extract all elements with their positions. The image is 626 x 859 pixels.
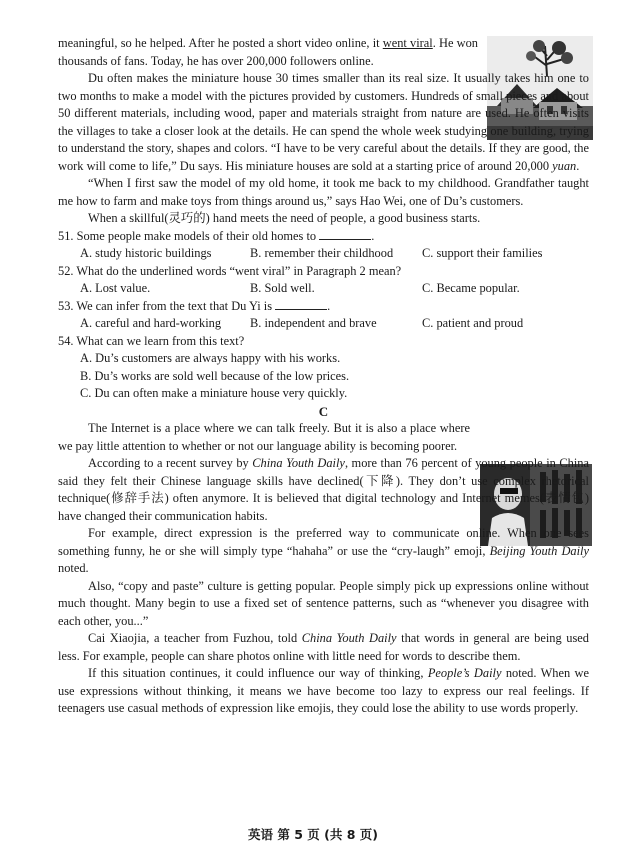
para-c2-text-a: According to a recent survey by — [88, 456, 253, 470]
question-54-stem: 54. What can we learn from this text? — [58, 333, 245, 348]
question-52 — [58, 263, 589, 298]
question-52-stem: 52. What do the underlined words “went viral” in Paragraph 2 mean? — [58, 263, 402, 278]
passage-b-para-0 — [58, 35, 478, 70]
option-52-b: B. Sold well. — [250, 281, 315, 295]
question-51-stem: 51. Some people make models of their old homes to — [58, 228, 320, 243]
option-53-b: B. independent and brave — [250, 316, 377, 330]
stem-end: . — [371, 228, 375, 243]
para-c2-text-b: , more than 76 percent of young people in China said they felt their Chinese language skills have declined(下降). They don’t use complex rhetorical technique(修辞手法) often anymore. It is believed that digital technology and Internet memes(表情包) have changed their communication habits. — [58, 456, 589, 523]
page-footer: 英语 第 5 页 (共 8 页) — [248, 827, 378, 842]
passage-c-para-4: Also, “copy and paste” culture is getting popular. People simply pick up expressions online without much thought. Many begin to use a fixed set of sentence patterns, such as “whenever you disagree with each other, you...” — [58, 578, 589, 628]
para-c5-text-a: Cai Xiaojia, a teacher from Fuzhou, told — [88, 631, 302, 645]
para-1-end: . — [576, 158, 580, 173]
option-54-b: B. Du’s works are sold well because of the low prices. — [80, 368, 350, 383]
yuan-word: yuan — [552, 158, 577, 173]
source-peoples-daily: People’s Daily — [427, 666, 502, 680]
para-c5-text-b: that words in general are being used less. For example, people can share photos online with little need for words to describe them. — [58, 631, 589, 663]
stem-end: . — [327, 298, 331, 313]
source-china-youth-daily: China Youth Daily — [252, 456, 345, 470]
answer-blank — [319, 229, 371, 240]
passage-c-para-6 — [58, 665, 589, 718]
passage-c-para-1: The Internet is a place where we can talk freely. But it is also a place where we pay little attention to whether or not our language ability is becoming poorer. — [58, 421, 470, 453]
passage-c-para-5 — [58, 630, 589, 665]
passage-c-para-2 — [58, 455, 589, 525]
question-53-stem: 53. We can infer from the text that Du Yi is — [58, 298, 276, 313]
para-0-text-b: . He won thousands of fans. Today, he has over 200,000 followers online. — [58, 36, 478, 68]
question-53 — [58, 298, 589, 333]
para-c3-text-a: For example, direct expression is the preferred way to communicate online. When one sees something funny, he or she will simply type “hahaha” or use the “cry-laugh” emoji, — [58, 526, 589, 558]
option-52-c: C. Became popular. — [422, 281, 520, 295]
passage-c-para-3 — [58, 525, 589, 578]
question-54 — [58, 333, 589, 403]
option-53-c: C. patient and proud — [422, 316, 524, 330]
para-c6-text-b: noted. When we use expressions without thinking, it means we have become too lazy to express our real feelings. If teenagers use casual methods of expression like emojis, they could lose the ability to use words properly. — [58, 666, 589, 715]
passage-b-para-1 — [58, 70, 589, 175]
para-c3-text-b: noted. — [58, 561, 89, 575]
option-54-c: C. Du can often make a miniature house very quickly. — [80, 386, 348, 400]
section-c-heading: C — [318, 403, 329, 419]
option-51-b: B. remember their childhood — [250, 246, 394, 260]
underlined-went-viral: went viral — [382, 36, 433, 50]
answer-blank — [275, 299, 327, 310]
option-53-a: A. careful and hard-working — [80, 316, 222, 330]
option-51-a: A. study historic buildings — [80, 246, 212, 260]
source-china-youth-daily: China Youth Daily — [301, 631, 397, 645]
option-52-a: A. Lost value. — [80, 281, 151, 295]
content-column — [58, 35, 589, 718]
question-51 — [58, 228, 589, 263]
para-0-text-a: meaningful, so he helped. After he posted a short video online, it — [58, 36, 383, 50]
para-1-text: Du often makes the miniature house 30 times smaller than its real size. It usually takes him one to two months to make a model with the pictures provided by customers. Hundreds of small pieces and about 50 different materials, including wood, paper and materials straight from nature are used. He often visits the villages to take a closer look at the details. He can spend the whole week studying one building, trying to understand the story, shapes and colors. “I have to be very careful about the details. If they are good, the work will come to life,” Du says. His miniature houses are sold at a starting price of around 20,000 — [58, 71, 589, 173]
passage-b-para-3: When a skillful(灵巧的) hand meets the need of people, a good business starts. — [88, 211, 481, 225]
passage-b-para-2: “When I first saw the model of my old home, it took me back to my childhood. Grandfather taught me how to farm and make toys from things around us,” says Hao Wei, one of Du’s customers. — [58, 176, 589, 208]
option-51-c: C. support their families — [422, 246, 543, 260]
source-beijing-youth-daily: Beijing Youth Daily — [489, 543, 589, 558]
para-c6-text-a: If this situation continues, it could influence our way of thinking, — [88, 666, 428, 680]
option-54-a: A. Du’s customers are always happy with his works. — [80, 351, 341, 365]
